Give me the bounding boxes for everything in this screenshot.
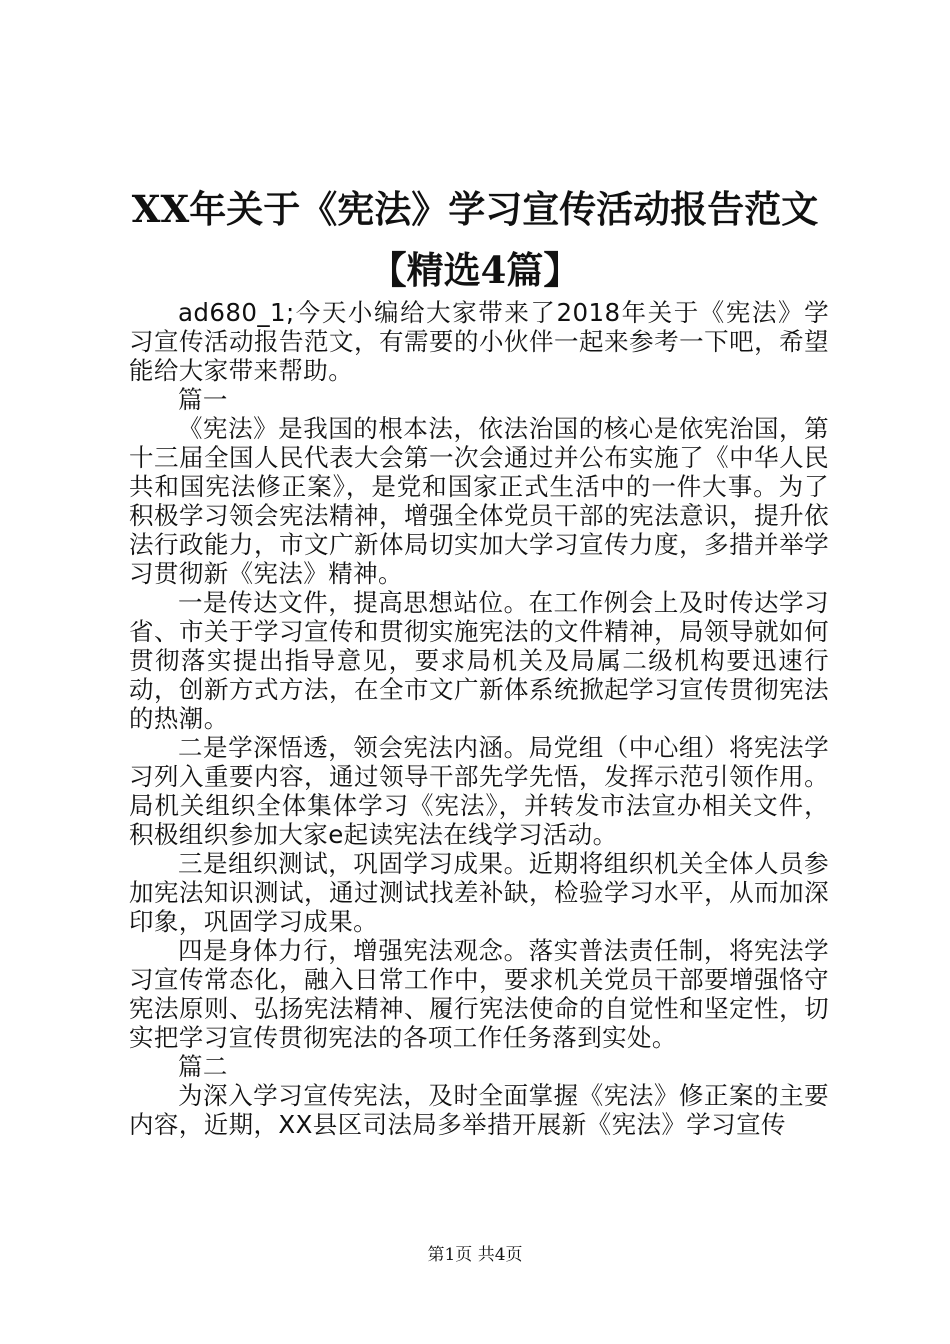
page-number-footer: 第1页 共4页 <box>427 1245 523 1265</box>
document-body <box>129 298 829 1139</box>
body-paragraph: 三是组织测试，巩固学习成果。近期将组织机关全体人员参加宪法知识测试，通过测试找差补缺，检验学习水平，从而加深印象，巩固学习成果。 <box>129 849 829 936</box>
body-paragraph: 《宪法》是我国的根本法，依法治国的核心是依宪治国，第十三届全国人民代表大会第一次会通过并公布实施了《中华人民共和国宪法修正案》，是党和国家正式生活中的一件大事。为了积极学习领会宪法精神，增强全体党员干部的宪法意识，提升依法行政能力，市文广新体局切实加大学习宣传力度，多措并举学习贯彻新《宪法》精神。 <box>129 414 829 588</box>
section-heading-2: 篇二 <box>178 1052 228 1081</box>
body-paragraph: 为深入学习宣传宪法，及时全面掌握《宪法》修正案的主要内容，近期，XX县区司法局多举措开展新《宪法》学习宣传 <box>129 1081 829 1139</box>
intro-paragraph: ad680_1;今天小编给大家带来了2018年关于《宪法》学习宣传活动报告范文，有需要的小伙伴一起来参考一下吧，希望能给大家带来帮助。 <box>129 298 829 385</box>
document-title: XX年关于《宪法》学习宣传活动报告范文 <box>131 187 819 231</box>
body-paragraph: 二是学深悟透，领会宪法内涵。局党组（中心组）将宪法学习列入重要内容，通过领导干部先学先悟，发挥示范引领作用。局机关组织全体集体学习《宪法》，并转发市法宣办相关文件，积极组织参加大家e起读宪法在线学习活动。 <box>129 733 829 849</box>
document-subtitle: 【精选4篇】 <box>369 248 581 292</box>
section-heading-1: 篇一 <box>178 385 228 414</box>
body-paragraph: 四是身体力行，增强宪法观念。落实普法责任制，将宪法学习宣传常态化，融入日常工作中，要求机关党员干部要增强恪守宪法原则、弘扬宪法精神、履行宪法使命的自觉性和坚定性，切实把学习宣传贯彻宪法的各项工作任务落到实处。 <box>129 936 829 1052</box>
body-paragraph: 一是传达文件，提高思想站位。在工作例会上及时传达学习省、市关于学习宣传和贯彻实施宪法的文件精神，局领导就如何贯彻落实提出指导意见，要求局机关及局属二级机构要迅速行动，创新方式方法，在全市文广新体系统掀起学习宣传贯彻宪法的热潮。 <box>129 588 829 733</box>
